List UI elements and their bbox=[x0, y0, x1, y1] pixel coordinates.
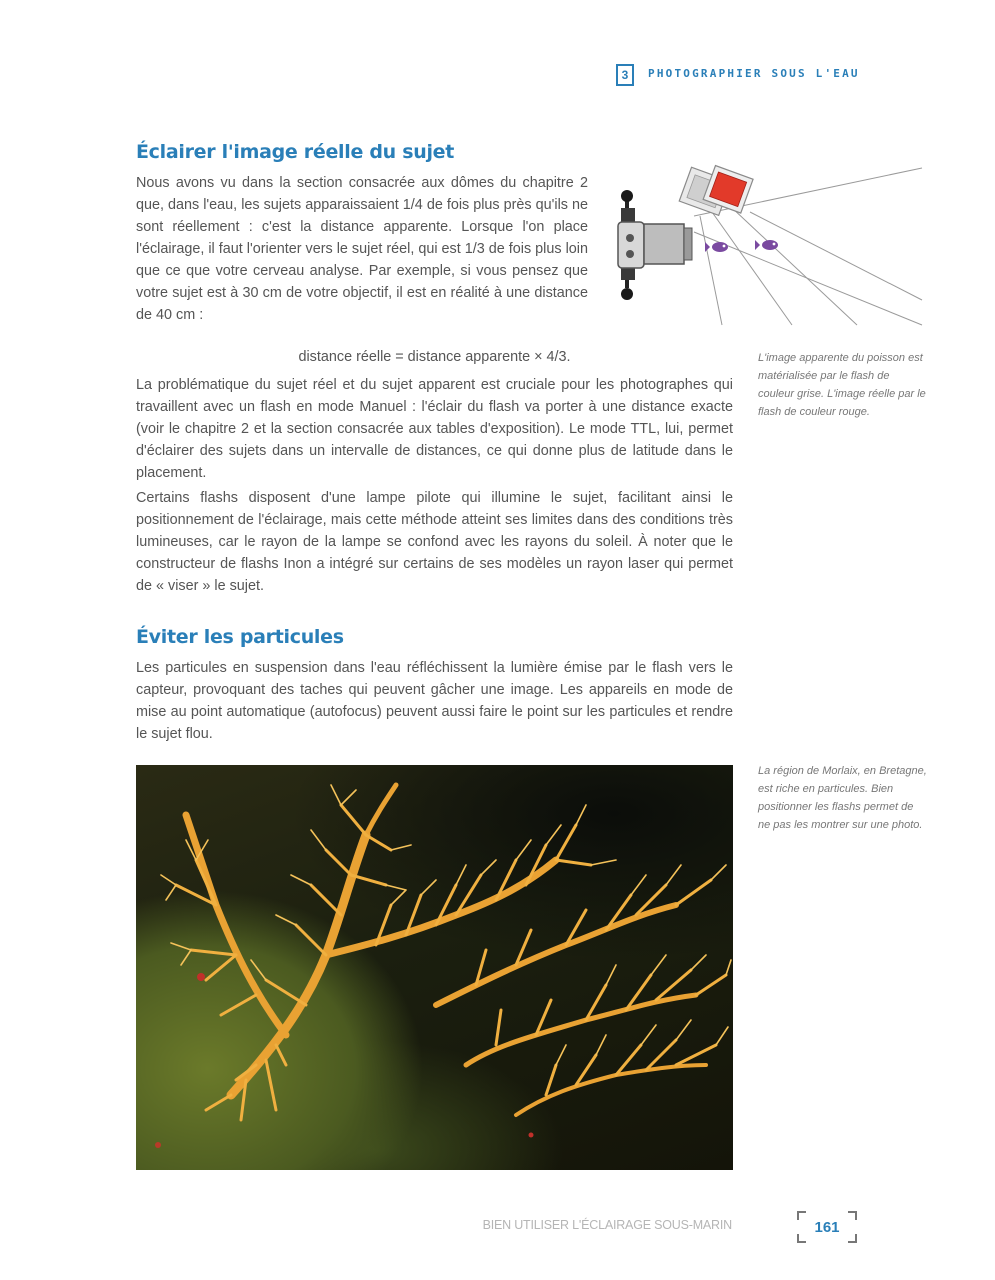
flash-positioning-diagram bbox=[612, 160, 927, 335]
coral-branches bbox=[136, 765, 733, 1170]
paragraph-sujet-reel: La problématique du sujet réel et du sujet apparent est cruciale pour les photographes qui travaillent avec un flash en mode Manuel : l'éclair du flash va porter à une distance exacte (voir le chapitre 2 et la section consacrée aux tables d'exposition). Le mode TTL, lui, permet d'éclairer des sujets dans un intervalle de distances, ce qui donne plus de latitude dans le placement. bbox=[136, 377, 733, 481]
photo-caption: La région de Morlaix, en Bretagne, est riche en particules. Bien positionner les flashs permet de ne pas les montrer sur une photo. bbox=[758, 765, 927, 831]
paragraph-distance-apparente: Nous avons vu dans la section consacrée aux dômes du chapitre 2 que, dans l'eau, les sujets apparaissaient 1/4 de fois plus près qu'ils ne sont réellement : c'est la distance apparente. Lorsque l'on place l'éclairage, il faut l'orienter vers le sujet réel, qui est 1/3 de fois plus loin que ce que votre cerveau analyse. Par exemple, si vous pensez que votre sujet est à 30 cm de votre objectif, il est en réalité à une distance de 40 cm : bbox=[136, 175, 588, 323]
page-number-badge bbox=[797, 1211, 857, 1243]
chapter-title: PHOTOGRAPHIER SOUS L'EAU bbox=[648, 67, 860, 80]
formula-distance-reelle: distance réelle = distance apparente × 4/3. bbox=[298, 349, 571, 365]
paragraph-particules: Les particules en suspension dans l'eau réfléchissent la lumière émise par le flash vers le capteur, provoquant des taches qui peuvent gâcher une image. Les appareils en mode de mise au point automatique (autofocus) peuvent aussi faire le point sur les particules et rendre le sujet flou. bbox=[136, 660, 733, 742]
page-number: 161 bbox=[814, 1218, 840, 1236]
fish-real-icon bbox=[755, 240, 778, 250]
diagram-caption: L'image apparente du poisson est matérialisée par le flash de couleur grise. L'image réelle par le flash de couleur rouge. bbox=[758, 352, 926, 418]
fish-apparent-icon bbox=[705, 242, 728, 252]
section-heading-eclairer: Éclairer l'image réelle du sujet bbox=[136, 141, 455, 163]
section-heading-particules: Éviter les particules bbox=[136, 626, 344, 648]
gorgonian-coral-photo bbox=[136, 765, 733, 1170]
camera-housing-icon bbox=[618, 190, 692, 300]
running-footer-title: BIEN UTILISER L'ÉCLAIRAGE SOUS-MARIN bbox=[482, 1218, 732, 1232]
paragraph-lampe-pilote: Certains flashs disposent d'une lampe pilote qui illumine le sujet, facilitant ainsi le positionnement de l'éclairage, mais cette méthode atteint ses limites dans des conditions très lumineuses, car le rayon de la lampe se confond avec les rayons du soleil. À noter que le constructeur de flashs Inon a intégré sur certains de ses modèles un rayon laser qui permet de « viser » le sujet. bbox=[136, 490, 733, 594]
chapter-number: 3 bbox=[621, 68, 629, 82]
chapter-number-badge bbox=[616, 64, 634, 86]
